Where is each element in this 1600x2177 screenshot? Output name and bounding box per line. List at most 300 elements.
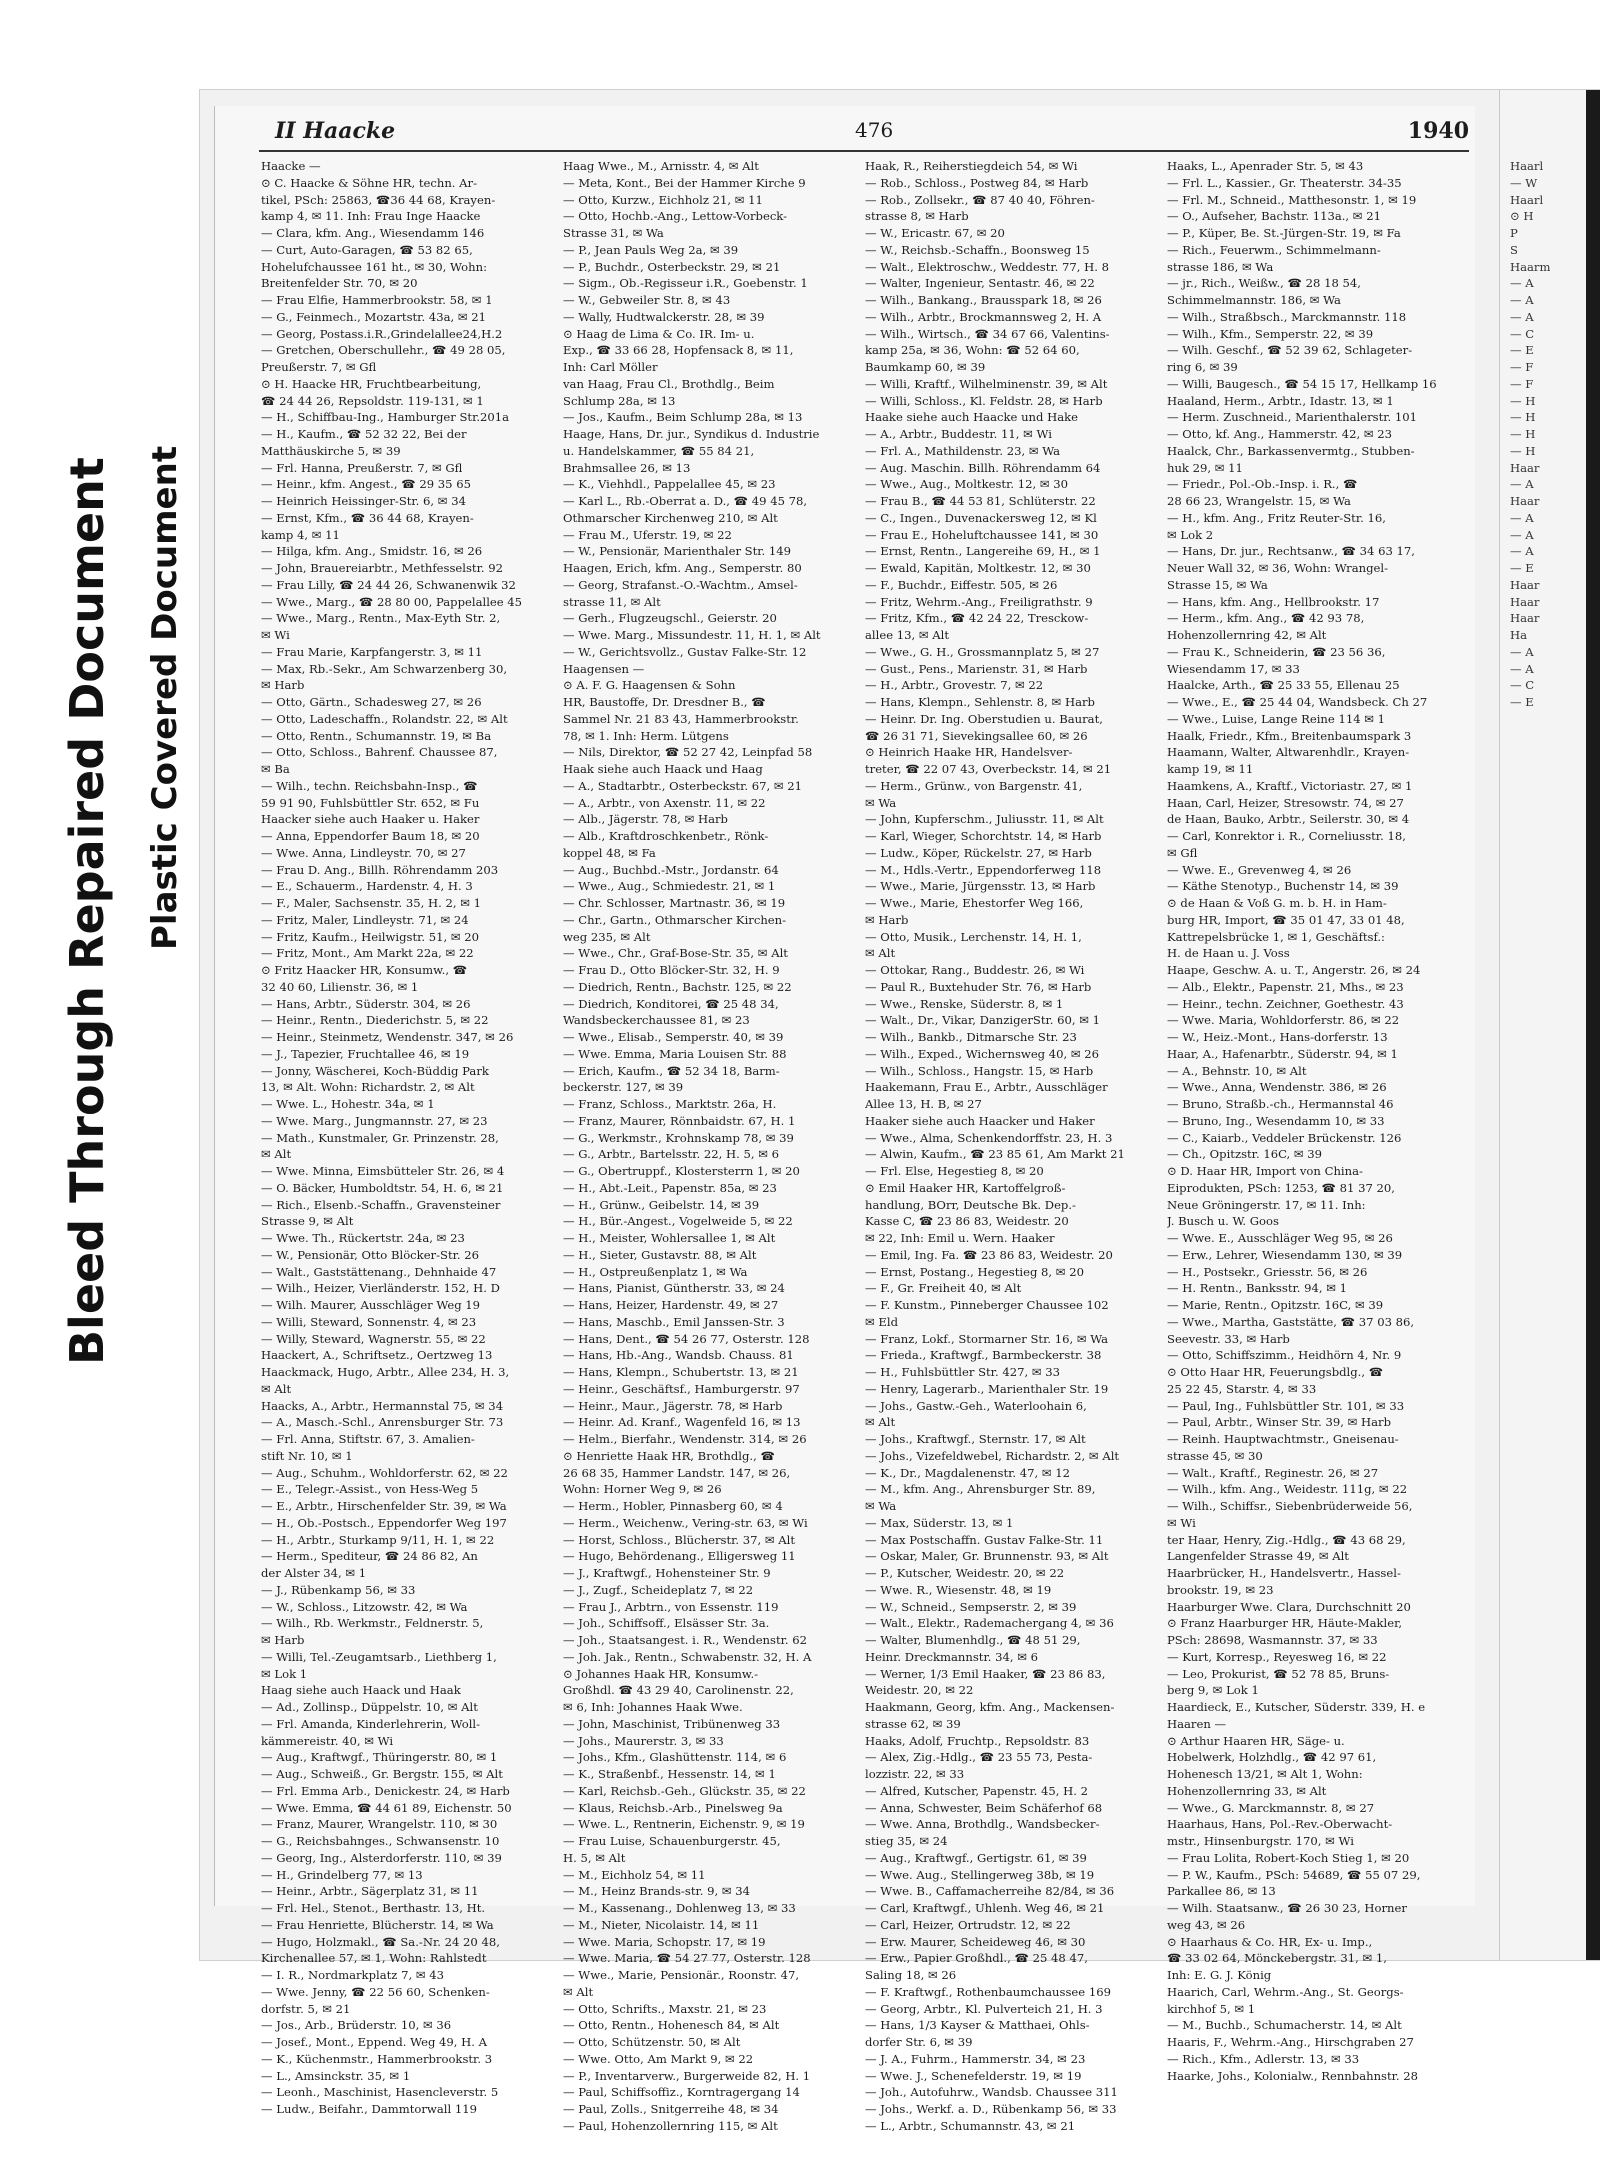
directory-entry-line: treter, ☎ 22 07 43, Overbeckstr. 14, ✉ 21 [865, 762, 1112, 776]
directory-entry-line: — Hans, Arbtr., Süderstr. 304, ✉ 26 [261, 996, 471, 1011]
directory-entry-line: — H., Sieter, Gustavstr. 88, ✉ Alt [563, 1247, 757, 1262]
directory-entry-line: lozzistr. 22, ✉ 33 [865, 1767, 965, 1781]
next-page-entry: Haar [1510, 594, 1540, 609]
next-page-entry: — A [1510, 510, 1534, 525]
directory-entry-line: — W., Reichsb.-Schaffn., Boonsweg 15 [865, 242, 1090, 257]
directory-entry-line: — F., Gr. Freiheit 40, ✉ Alt [865, 1281, 1022, 1296]
directory-entry-line: — Frl. Emma Arb., Denickestr. 24, ✉ Harb [261, 1783, 510, 1798]
directory-entry-line: — Herm. Zuschneid., Marienthalerstr. 101 [1167, 410, 1417, 425]
directory-entry-line: — Heinr. Dr. Ing. Oberstudien u. Baurat, [865, 711, 1103, 726]
directory-entry-line: — Erw., Papier Großhdl., ☎ 25 48 47, [865, 1951, 1088, 1966]
directory-entry-line: — Aug., Kraftwgf., Thüringerstr. 80, ✉ 1 [261, 1750, 498, 1765]
directory-entry-line: — Wwe., Alma, Schenkendorffstr. 23, H. 3 [865, 1130, 1113, 1145]
next-page-entry: Haarm [1510, 259, 1551, 274]
directory-entry-line: — H., Ob.-Postsch., Eppendorfer Weg 197 [261, 1515, 507, 1530]
directory-entry-line: — Joh., Autofuhrw., Wandsb. Chaussee 311 [865, 2085, 1118, 2100]
directory-entry-line: tikel, PSch: 25863, ☎36 44 68, Krayen- [261, 192, 496, 207]
directory-entry-line: — G., Reichsbahnges., Schwansenstr. 10 [261, 1834, 500, 1848]
directory-entry-line: — jr., Rich., Weißw., ☎ 28 18 54, [1167, 276, 1361, 291]
directory-entry-line: 28 66 23, Wrangelstr. 15, ✉ Wa [1167, 494, 1351, 508]
directory-entry-line: Strasse 15, ✉ Wa [1167, 577, 1268, 592]
directory-entry-line: — W., Heiz.-Mont., Hans-dorferstr. 13 [1167, 1030, 1388, 1044]
directory-entry-line: ✉ Harb [261, 1633, 305, 1647]
directory-entry-line: — W., Schloss., Litzowstr. 42, ✉ Wa [261, 1599, 468, 1614]
directory-entry-line: — Frau Luise, Schauenburgerstr. 45, [563, 1834, 781, 1848]
directory-entry-line: ⊙ de Haan & Voß G. m. b. H. in Ham- [1167, 896, 1387, 910]
directory-entry-line: — A., Masch.-Schl., Anrensburger Str. 73 [261, 1415, 504, 1430]
directory-entry-line: — Otto, Schiffszimm., Heidhörn 4, Nr. 9 [1167, 1348, 1402, 1363]
directory-entry-line: ✉ Lok 2 [1167, 527, 1214, 542]
directory-entry-line: — Erw., Lehrer, Wiesendamm 130, ✉ 39 [1167, 1247, 1403, 1262]
next-page-entry: Haar [1510, 460, 1540, 475]
directory-entry-line: — Wwe. E., Ausschläger Weg 95, ✉ 26 [1167, 1231, 1393, 1245]
directory-entry-line: — Heinr., Arbtr., Sägerplatz 31, ✉ 11 [261, 1884, 479, 1899]
next-page-entry: — C [1510, 326, 1535, 341]
directory-entry-line: beckerstr. 127, ✉ 39 [563, 1080, 684, 1095]
directory-entry-line: — J. A., Fuhrm., Hammerstr. 34, ✉ 23 [865, 2051, 1086, 2066]
directory-entry-line: ⊙ Johannes Haak HR, Konsumw.- [563, 1666, 759, 1681]
directory-entry-line: kamp 19, ✉ 11 [1167, 762, 1254, 776]
directory-entry-line: — Chr. Schlosser, Martnastr. 36, ✉ 19 [563, 896, 786, 910]
directory-entry-line: — W., Ericastr. 67, ✉ 20 [865, 226, 1005, 240]
next-page-entry: — H [1510, 410, 1536, 425]
directory-entry-line: — Heinr., kfm. Angest., ☎ 29 35 65 [261, 477, 471, 492]
directory-entry-line: ✉ Wa [865, 795, 897, 810]
directory-entry-line: de Haan, Bauko, Arbtr., Seilerstr. 30, ✉ 4 [1167, 812, 1410, 827]
scanned-page [200, 90, 1600, 2133]
directory-entry-line: — Wilh., Bankb., Ditmarsche Str. 23 [865, 1030, 1077, 1044]
directory-entry-line: — Wilh. Staatsanw., ☎ 26 30 23, Horner [1167, 1901, 1407, 1915]
directory-entry-line: — Frau Marie, Karpfangerstr. 3, ✉ 11 [261, 644, 483, 659]
directory-entry-line: 26 68 35, Hammer Landstr. 147, ✉ 26, [563, 1465, 791, 1480]
directory-entry-line: — W., Schneid., Sempserstr. 2, ✉ 39 [865, 1599, 1077, 1614]
directory-entry-line: — Wwe., Aug., Moltkestr. 12, ✉ 30 [865, 477, 1068, 492]
directory-entry-line: — A., Stadtarbtr., Osterbeckstr. 67, ✉ 21 [563, 778, 803, 793]
directory-entry-line: — Meta, Kont., Bei der Hammer Kirche 9 [563, 175, 806, 190]
directory-entry-line: — Math., Kunstmaler, Gr. Prinzenstr. 28, [261, 1130, 499, 1145]
directory-entry-line: — Wwe. L., Rentnerin, Eichenstr. 9, ✉ 19 [563, 1817, 805, 1832]
directory-entry-line: kämmereistr. 40, ✉ Wi [261, 1733, 394, 1748]
directory-entry-line: — K., Küchenmstr., Hammerbrookstr. 3 [261, 2051, 493, 2066]
next-page-entry: Haar [1510, 494, 1540, 508]
directory-entry-line: — Hans, 1/3 Kayser & Matthaei, Ohls- [865, 2018, 1090, 2033]
directory-entry-line: — Alb., Elektr., Papenstr. 21, Mhs., ✉ 23 [1167, 979, 1404, 994]
directory-entry-line: — Frl. Else, Hegestieg 8, ✉ 20 [865, 1164, 1044, 1178]
directory-entry-line: J. Busch u. W. Goos [1167, 1214, 1279, 1229]
directory-entry-line: Haan, Carl, Heizer, Stresowstr. 74, ✉ 27 [1167, 795, 1404, 810]
directory-entry-line: Haarich, Carl, Wehrm.-Ang., St. Georgs- [1167, 1984, 1404, 1999]
directory-entry-line: — W., Gerichtsvollz., Gustav Falke-Str. 12 [563, 644, 807, 659]
directory-entry-line: — Jos., Arb., Brüderstr. 10, ✉ 36 [261, 2018, 452, 2033]
directory-entry-line: Heinr. Dreckmannstr. 34, ✉ 6 [865, 1649, 1038, 1664]
directory-entry-line: — Hugo, Behördenang., Elligersweg 11 [563, 1549, 796, 1564]
directory-entry-line: — H., Kaufm., ☎ 52 32 22, Bei der [261, 427, 467, 441]
directory-entry-line: — Wwe. Marg., Jungmannstr. 27, ✉ 23 [261, 1113, 488, 1128]
next-page-entry: — A [1510, 309, 1534, 324]
directory-entry-line: — Franz, Lokf., Stormarner Str. 16, ✉ Wa [865, 1331, 1109, 1346]
directory-entry-line: — Walter, Ingenieur, Sentastr. 46, ✉ 22 [865, 276, 1095, 291]
next-page-entry: — F [1510, 376, 1534, 391]
directory-entry-line: — H., Ostpreußenplatz 1, ✉ Wa [563, 1264, 748, 1279]
directory-entry-line: Haagen, Erich, kfm. Ang., Semperstr. 80 [563, 561, 802, 575]
next-page-entry: — E [1510, 695, 1534, 709]
directory-entry-line: — Hans, Klempn., Sehlenstr. 8, ✉ Harb [865, 695, 1095, 709]
directory-entry-line: — Wwe., Martha, Gaststätte, ☎ 37 03 86, [1167, 1314, 1415, 1329]
directory-entry-line: — Paul, Hohenzollernring 115, ✉ Alt [563, 2118, 778, 2133]
directory-entry-line: Schlump 28a, ✉ 13 [563, 393, 676, 408]
directory-entry-line: Haakmann, Georg, kfm. Ang., Mackensen- [865, 1700, 1115, 1714]
directory-entry-line: — Frl. Anna, Stiftstr. 67, 3. Amalien- [261, 1432, 475, 1446]
directory-entry-line: — Herm., Grünw., von Bargenstr. 41, [865, 778, 1083, 793]
directory-entry-line: — Helm., Bierfahr., Wendenstr. 314, ✉ 26 [563, 1432, 807, 1446]
directory-entry-line: — Hilga, kfm. Ang., Smidstr. 16, ✉ 26 [261, 544, 483, 559]
directory-entry-line: — Carl, Konrektor i. R., Corneliusstr. 18, [1167, 829, 1406, 843]
directory-entry-line: — Willi, Kraftf., Wilhelminenstr. 39, ✉ Alt [865, 376, 1108, 391]
next-page-entry: — A [1510, 477, 1534, 492]
directory-entry-line: Inh: Carl Möller [563, 360, 658, 374]
directory-entry-line: — Wwe., Marie, Pensionär., Roonstr. 47, [563, 1968, 800, 1982]
directory-entry-line: — Horst, Schloss., Blücherstr. 37, ✉ Alt [563, 1532, 796, 1547]
directory-entry-line: Schimmelmannstr. 186, ✉ Wa [1167, 293, 1341, 307]
directory-entry-line: — G., Obertruppf., Klostersterrn 1, ✉ 20 [563, 1164, 800, 1178]
directory-entry-line: Saling 18, ✉ 26 [865, 1968, 957, 1982]
directory-entry-line: — Frau E., Hoheluftchaussee 141, ✉ 30 [865, 527, 1099, 542]
directory-entry-line: — Wilh., Wirtsch., ☎ 34 67 66, Valentins- [865, 326, 1110, 341]
directory-entry-line: — Frl. L., Kassier., Gr. Theaterstr. 34-35 [1167, 175, 1402, 190]
next-page-entry: S [1510, 242, 1518, 257]
directory-entry-line: — Aug. Maschin. Billh. Röhrendamm 64 [865, 460, 1101, 475]
directory-entry-line: ⊙ Haarhaus & Co. HR, Ex- u. Imp., [1167, 1934, 1373, 1949]
directory-entry-line: berg 9, ✉ Lok 1 [1167, 1683, 1259, 1698]
directory-entry-line: Hohenesch 13/21, ✉ Alt 1, Wohn: [1167, 1767, 1363, 1781]
next-page-entry: Haarl [1510, 192, 1544, 207]
directory-entry-line: — Frau K., Schneiderin, ☎ 23 56 36, [1167, 644, 1386, 659]
directory-entry-line: — Otto, Schloss., Bahrenf. Chaussee 87, [261, 745, 498, 760]
directory-entry-line: — Otto, Hochb.-Ang., Lettow-Vorbeck- [563, 209, 788, 224]
directory-entry-line: — Otto, Kurzw., Eichholz 21, ✉ 11 [563, 192, 763, 207]
directory-entry-line: — Curt, Auto-Garagen, ☎ 53 82 65, [261, 242, 473, 257]
directory-entry-line: — Frau B., ☎ 44 53 81, Schlüterstr. 22 [865, 494, 1096, 508]
directory-entry-line: 78, ✉ 1. Inh: Herm. Lütgens [563, 728, 729, 743]
next-page-entry: Ha [1510, 628, 1528, 642]
next-page-entry: ⊙ H [1510, 209, 1534, 224]
directory-entry-line: — O., Aufseher, Bachstr. 113a., ✉ 21 [1167, 209, 1381, 224]
directory-entry-line: Haackmack, Hugo, Arbtr., Allee 234, H. 3, [261, 1365, 510, 1379]
plastic-covered-label: Plastic Covered Document [145, 445, 185, 950]
directory-entry-line: — Frieda., Kraftwgf., Barmbeckerstr. 38 [865, 1348, 1102, 1363]
directory-entry-line: — G., Arbtr., Bartelsstr. 22, H. 5, ✉ 6 [563, 1147, 780, 1162]
directory-entry-line: ⊙ D. Haar HR, Import von China- [1167, 1164, 1363, 1178]
directory-entry-line: kamp 4, ✉ 11. Inh: Frau Inge Haacke [261, 209, 481, 224]
directory-entry-line: — Wwe. Emma, ☎ 44 61 89, Eichenstr. 50 [261, 1800, 512, 1815]
directory-entry-line: Haaland, Herm., Arbtr., Idastr. 13, ✉ 1 [1167, 393, 1394, 408]
directory-entry-line: — H., Meister, Wohlersallee 1, ✉ Alt [563, 1231, 776, 1245]
directory-entry-line: — Wwe. J., Schenefelderstr. 19, ✉ 19 [865, 2068, 1082, 2083]
directory-entry-line: ⊙ Franz Haarburger HR, Häute-Makler, [1167, 1616, 1403, 1631]
directory-entry-line: PSch: 28698, Wasmannstr. 37, ✉ 33 [1167, 1633, 1378, 1647]
directory-entry-line: allee 13, ✉ Alt [865, 628, 949, 642]
directory-entry-line: — Willi, Tel.-Zeugamtsarb., Liethberg 1, [261, 1649, 497, 1664]
directory-entry-line: Haarbrücker, H., Handelsvertr., Hassel- [1167, 1566, 1401, 1580]
directory-entry-line: ☎ 33 02 64, Mönckebergstr. 31, ✉ 1, [1167, 1951, 1387, 1966]
directory-entry-line: — Frl. Hanna, Preußerstr. 7, ✉ Gfl [261, 460, 463, 475]
directory-entry-line: — Hugo, Holzmakl., ☎ Sa.-Nr. 24 20 48, [261, 1934, 500, 1949]
directory-entry-line: — Walter, Blumenhdlg., ☎ 48 51 29, [865, 1633, 1081, 1647]
directory-entry-line: — Walt., Elektr., Rademachergang 4, ✉ 36 [865, 1616, 1114, 1631]
directory-entry-line: — Otto, Rentn., Hohenesch 84, ✉ Alt [563, 2018, 780, 2033]
directory-entry-line: — Wilh., Kfm., Semperstr. 22, ✉ 39 [1167, 326, 1374, 341]
directory-entry-line: — Wwe. Otto, Am Markt 9, ✉ 22 [563, 2051, 754, 2066]
directory-entry-line: — Otto, Rentn., Schumannstr. 19, ✉ Ba [261, 728, 492, 743]
directory-entry-line: Preußerstr. 7, ✉ Gfl [261, 360, 377, 374]
directory-entry-line: kamp 4, ✉ 11 [261, 527, 340, 542]
directory-entry-line: — Rob., Zollsekr., ☎ 87 40 40, Föhren- [865, 192, 1095, 207]
directory-entry-line: Haalcke, Arth., ☎ 25 33 55, Ellenau 25 [1167, 678, 1400, 693]
bleed-through-label: Bleed Through Repaired Document [60, 457, 114, 1365]
directory-entry-line: — Oskar, Maler, Gr. Brunnenstr. 93, ✉ Alt [865, 1549, 1109, 1564]
directory-entry-line: — Wilh., Rb. Werkmstr., Feldnerstr. 5, [261, 1616, 484, 1631]
directory-entry-line: burg HR, Import, ☎ 35 01 47, 33 01 48, [1167, 912, 1405, 927]
directory-entry-line: Haar, A., Hafenarbtr., Süderstr. 94, ✉ 1 [1167, 1046, 1398, 1061]
directory-entry-line: 59 91 90, Fuhlsbüttler Str. 652, ✉ Fu [261, 795, 480, 810]
directory-entry-line: — Wwe., Anna, Wendenstr. 386, ✉ 26 [1167, 1080, 1387, 1095]
directory-entry-line: strasse 11, ✉ Alt [563, 594, 661, 609]
directory-entry-line: — Ernst, Kfm., ☎ 36 44 68, Krayen- [261, 510, 474, 525]
year-label: 1940 [1407, 118, 1469, 144]
directory-entry-line: — I. R., Nordmarkplatz 7, ✉ 43 [261, 1968, 444, 1982]
directory-entry-line: — H., Grindelberg 77, ✉ 13 [261, 1867, 423, 1882]
directory-entry-line: — Wwe., Renske, Süderstr. 8, ✉ 1 [865, 996, 1064, 1011]
directory-entry-line: — Franz, Maurer, Wrangelstr. 110, ✉ 30 [261, 1817, 498, 1832]
directory-entry-line: — Karl, Reichsb.-Geh., Glückstr. 35, ✉ 22 [563, 1783, 806, 1798]
directory-entry-line: — Frau D. Ang., Billh. Röhrendamm 203 [261, 862, 499, 877]
directory-entry-line: — Wwe. Jenny, ☎ 22 56 60, Schenken- [261, 1984, 490, 1999]
binding-edge [1586, 90, 1600, 1960]
directory-entry-line: — Diedrich, Rentn., Bachstr. 125, ✉ 22 [563, 979, 792, 994]
directory-entry-line: — John, Kupferschm., Juliusstr. 11, ✉ Alt [865, 812, 1104, 827]
directory-entry-line: — Rich., Feuerwm., Schimmelmann- [1167, 242, 1381, 257]
directory-entry-line: weg 235, ✉ Alt [563, 929, 651, 944]
directory-entry-line: — Wilh., Schloss., Hangstr. 15, ✉ Harb [865, 1063, 1094, 1078]
directory-entry-line: — Alwin, Kaufm., ☎ 23 85 61, Am Markt 21 [865, 1147, 1125, 1162]
directory-entry-line: — H. Rentn., Banksstr. 94, ✉ 1 [1167, 1281, 1348, 1296]
next-page-entry: — H [1510, 393, 1536, 408]
directory-entry-line: Haarburger Wwe. Clara, Durchschnitt 20 [1167, 1599, 1411, 1614]
directory-entry-line: — Gretchen, Oberschullehr., ☎ 49 28 05, [261, 343, 506, 358]
directory-entry-line: der Alster 34, ✉ 1 [261, 1566, 367, 1580]
header-rule [259, 150, 1469, 152]
directory-entry-line: ✉ Wi [261, 628, 290, 642]
directory-entry-line: — Chr., Gartn., Othmarscher Kirchen- [563, 912, 787, 927]
column-3 [865, 158, 1151, 2135]
directory-entry-line: — Alb., Kraftdroschkenbetr., Rönk- [563, 829, 769, 843]
directory-entry-line: — Rich., Elsenb.-Schaffn., Gravensteiner [261, 1197, 501, 1212]
directory-entry-line: — Leo, Prokurist, ☎ 52 78 85, Bruns- [1167, 1666, 1390, 1681]
directory-entry-line: — Wilh., Arbtr., Brockmannsweg 2, H. A [865, 309, 1102, 324]
directory-entry-line: ⊙ Haag de Lima & Co. IR. Im- u. [563, 326, 755, 341]
directory-entry-line: — Klaus, Reichsb.-Arb., Pinelsweg 9a [563, 1800, 783, 1815]
directory-entry-line: — Sigm., Ob.-Regisseur i.R., Goebenstr. 1 [563, 276, 808, 291]
directory-entry-line: — A., Behnstr. 10, ✉ Alt [1167, 1063, 1307, 1078]
directory-entry-line: — Fritz, Mont., Am Markt 22a, ✉ 22 [261, 946, 474, 961]
directory-entry-line: Exp., ☎ 33 66 28, Hopfensack 8, ✉ 11, [563, 343, 794, 358]
directory-entry-line: Haag siehe auch Haack und Haak [261, 1683, 461, 1698]
directory-entry-line: — Max Postschaffn. Gustav Falke-Str. 11 [865, 1532, 1104, 1547]
directory-entry-line: — J., Tapezier, Fruchtallee 46, ✉ 19 [261, 1046, 470, 1061]
directory-entry-line: — Frl. Hel., Stenot., Berthastr. 13, Ht. [261, 1901, 486, 1915]
directory-entry-line: — Wilh., Schiffsr., Siebenbrüderweide 56, [1167, 1499, 1413, 1513]
directory-entry-line: — G., Feinmech., Mozartstr. 43a, ✉ 21 [261, 309, 487, 324]
directory-entry-line: — Aug., Kraftwgf., Gertigstr. 61, ✉ 39 [865, 1850, 1087, 1865]
directory-entry-line: — Jonny, Wäscherei, Koch-Büddig Park [261, 1063, 489, 1078]
next-page-entry: — W [1510, 175, 1538, 190]
directory-entry-line: — Fritz, Kaufm., Heilwigstr. 51, ✉ 20 [261, 929, 480, 944]
directory-entry-line: Hohelufchaussee 161 ht., ✉ 30, Wohn: [261, 259, 487, 274]
directory-entry-line: — Reinh. Hauptwachtmstr., Gneisenau- [1167, 1432, 1399, 1446]
directory-entry-line: ✉ Ba [261, 762, 290, 776]
directory-entry-line: — Carl, Kraftwgf., Uhlenh. Weg 46, ✉ 21 [865, 1901, 1105, 1915]
directory-entry-line: — M., Eichholz 54, ✉ 11 [563, 1867, 706, 1882]
next-page-entry: — C [1510, 678, 1535, 693]
column-2 [563, 158, 849, 2135]
directory-entry-line: H. 5, ✉ Alt [563, 1850, 626, 1865]
directory-entry-line: — Johs., Vizefeldwebel, Richardstr. 2, ✉ Alt [865, 1448, 1120, 1463]
directory-entry-line: — Willy, Steward, Wagnerstr. 55, ✉ 22 [261, 1331, 486, 1346]
directory-entry-line: — Georg, Arbtr., Kl. Pulverteich 21, H. 3 [865, 2001, 1103, 2016]
directory-entry-line: — Aug., Schuhm., Wohldorferstr. 62, ✉ 22 [261, 1465, 508, 1480]
directory-entry-line: — Heinr., Maur., Jägerstr. 78, ✉ Harb [563, 1398, 783, 1413]
directory-entry-line: — Willi, Schloss., Kl. Feldstr. 28, ✉ Harb [865, 393, 1103, 408]
directory-entry-line: — Max, Rb.-Sekr., Am Schwarzenberg 30, [261, 661, 508, 676]
directory-entry-line: — A., Arbtr., Buddestr. 11, ✉ Wi [865, 427, 1052, 441]
directory-entry-line: — Willi, Steward, Sonnenstr. 4, ✉ 23 [261, 1314, 477, 1329]
directory-entry-line: Haalck, Chr., Barkassenvermtg., Stubben- [1167, 443, 1415, 458]
directory-entry-line: — Frau J., Arbtrn., von Essenstr. 119 [563, 1599, 779, 1614]
directory-entry-line: — Hans, Hb.-Ang., Wandsb. Chauss. 81 [563, 1348, 794, 1363]
directory-entry-line: 13, ✉ Alt. Wohn: Richardstr. 2, ✉ Alt [261, 1080, 475, 1095]
directory-entry-line: — J., Kraftwgf., Hohensteiner Str. 9 [563, 1566, 771, 1580]
directory-entry-line: — M., Nieter, Nicolaistr. 14, ✉ 11 [563, 1917, 760, 1932]
directory-entry-line: — H., Abt.-Leit., Papenstr. 85a, ✉ 23 [563, 1180, 777, 1195]
directory-entry-line: — Fritz, Kfm., ☎ 42 24 22, Tresckow- [865, 611, 1089, 626]
next-page-entry: Haar [1510, 577, 1540, 592]
directory-entry-line: — Wwe. Th., Rückertstr. 24a, ✉ 23 [261, 1231, 465, 1245]
directory-entry-line: ✉ Harb [865, 912, 909, 927]
directory-entry-line: — Otto, Schrifts., Maxstr. 21, ✉ 23 [563, 2001, 767, 2016]
directory-entry-line: — Wwe. Aug., Stellingerweg 38b, ✉ 19 [865, 1867, 1095, 1882]
directory-entry-line: — M., Hdls.-Vertr., Eppendorferweg 118 [865, 862, 1102, 877]
directory-entry-line: Haamann, Walter, Altwarenhdlr., Krayen- [1167, 745, 1410, 760]
directory-entry-line: — Frl. Amanda, Kinderlehrerin, Woll- [261, 1716, 481, 1731]
directory-entry-line: — J., Rübenkamp 56, ✉ 33 [261, 1582, 416, 1597]
directory-entry-line: — Alb., Jägerstr. 78, ✉ Harb [563, 812, 728, 827]
directory-entry-line: — H., Postsekr., Griesstr. 56, ✉ 26 [1167, 1264, 1368, 1279]
directory-entry-line: Allee 13, H. B, ✉ 27 [865, 1097, 982, 1111]
directory-entry-line: brookstr. 19, ✉ 23 [1167, 1582, 1274, 1597]
directory-entry-line: — H., Schiffbau-Ing., Hamburger Str.201a [261, 410, 510, 425]
directory-entry-line: — Ludw., Beifahr., Dammtorwall 119 [261, 2102, 477, 2116]
column-1 [261, 158, 547, 2118]
directory-entry-line: — M., Kassenang., Dohlenweg 13, ✉ 33 [563, 1901, 796, 1915]
directory-entry-line: — Ludw., Köper, Rückelstr. 27, ✉ Harb [865, 845, 1092, 860]
directory-entry-line: ✉ Alt [865, 946, 896, 961]
directory-entry-line: — Wilh., Bankang., Brausspark 18, ✉ 26 [865, 293, 1102, 307]
directory-entry-line: — John, Maschinist, Tribünenweg 33 [563, 1716, 781, 1731]
directory-entry-line: — C., Ingen., Duvenackersweg 12, ✉ Kl [865, 510, 1097, 525]
directory-entry-line: — Herm., Hobler, Pinnasberg 60, ✉ 4 [563, 1499, 783, 1513]
directory-entry-line: — Wwe. B., Caffamacherreihe 82/84, ✉ 36 [865, 1884, 1115, 1899]
directory-entry-line: ☎ 26 31 71, Sievekingsallee 60, ✉ 26 [865, 728, 1088, 743]
directory-entry-line: — Frau Henriette, Blücherstr. 14, ✉ Wa [261, 1917, 494, 1932]
directory-entry-line: strasse 45, ✉ 30 [1167, 1448, 1263, 1463]
column-4 [1167, 158, 1453, 2084]
directory-entry-line: — Anna, Schwester, Beim Schäferhof 68 [865, 1800, 1103, 1815]
directory-entry-line: — Franz, Maurer, Rönnbaidstr. 67, H. 1 [563, 1113, 796, 1128]
directory-entry-line: — Walt., Dr., Vikar, DanzigerStr. 60, ✉ 1 [865, 1013, 1101, 1028]
directory-entry-line: — Gerh., Flugzeugschl., Geierstr. 20 [563, 611, 777, 626]
directory-entry-line: Haaker siehe auch Haacker und Haker [865, 1113, 1095, 1128]
directory-entry-line: strasse 186, ✉ Wa [1167, 259, 1274, 274]
directory-entry-line: — Leonh., Maschinist, Hasencleverstr. 5 [261, 2085, 499, 2100]
directory-entry-line: — Alfred, Kutscher, Papenstr. 45, H. 2 [865, 1783, 1088, 1798]
directory-entry-line: — W., Pensionär, Marienthaler Str. 149 [563, 544, 792, 559]
directory-entry-line: — Georg, Ing., Alsterdorferstr. 110, ✉ 39 [261, 1850, 502, 1865]
directory-entry-line: — Wwe., Luise, Lange Reine 114 ✉ 1 [1167, 711, 1386, 726]
directory-entry-line: — Nils, Direktor, ☎ 52 27 42, Leinpfad 58 [563, 745, 813, 760]
directory-entry-line: — Paul, Schiffsoffiz., Korntragergang 14 [563, 2085, 800, 2100]
next-page-entry: — A [1510, 661, 1534, 676]
directory-entry-line: ✉ Harb [261, 678, 305, 693]
directory-entry-line: — Johs., Maurerstr. 3, ✉ 33 [563, 1733, 724, 1748]
directory-entry-line: 25 22 45, Starstr. 4, ✉ 33 [1167, 1381, 1317, 1396]
directory-entry-line: strasse 62, ✉ 39 [865, 1716, 961, 1731]
directory-entry-line: ✉ Alt [261, 1381, 292, 1396]
directory-entry-line: — Friedr., Pol.-Ob.-Insp. i. R., ☎ [1167, 477, 1358, 492]
directory-entry-line: — P., Küper, Be. St.-Jürgen-Str. 19, ✉ Fa [1167, 226, 1401, 240]
directory-entry-line: — Frau Elfie, Hammerbrookstr. 58, ✉ 1 [261, 293, 493, 307]
directory-entry-line: — Ch., Opitzstr. 16C, ✉ 39 [1167, 1147, 1323, 1162]
directory-entry-line: Haake siehe auch Haacke und Hake [865, 410, 1079, 425]
directory-entry-line: — Walt., Elektroschw., Weddestr. 77, H. 8 [865, 259, 1110, 274]
directory-entry-line: Kirchenallee 57, ✉ 1, Wohn: Rahlstedt [261, 1951, 487, 1966]
next-page-entry: Haarl [1510, 159, 1544, 173]
directory-entry-line: — P., Jean Pauls Weg 2a, ✉ 39 [563, 242, 739, 257]
directory-entry-line: Inh: E. G. J. König [1167, 1968, 1272, 1982]
directory-entry-line: — Hans, kfm. Ang., Hellbrookstr. 17 [1167, 594, 1380, 609]
directory-entry-line: kamp 25a, ✉ 36, Wohn: ☎ 52 64 60, [865, 343, 1080, 358]
directory-entry-line: — Wally, Hudtwalckerstr. 28, ✉ 39 [563, 309, 765, 324]
directory-entry-line: — Heinr., Steinmetz, Wendenstr. 347, ✉ 26 [261, 1030, 514, 1044]
directory-entry-line: Haarhaus, Hans, Pol.-Rev.-Oberwacht- [1167, 1817, 1393, 1832]
directory-entry-line: ⊙ Emil Haaker HR, Kartoffelgroß- [865, 1180, 1066, 1195]
next-page-entry: P [1510, 226, 1518, 240]
directory-entry-line: ✉ Alt [563, 1984, 594, 1999]
directory-entry-line: — Diedrich, Konditorei, ☎ 25 48 34, [563, 996, 779, 1011]
directory-entry-line: — Wwe., Chr., Graf-Bose-Str. 35, ✉ Alt [563, 946, 788, 961]
next-page-entries [1510, 158, 1550, 711]
directory-entry-line: — Johs., Werkf. a. D., Rübenkamp 56, ✉ 33 [865, 2102, 1117, 2116]
directory-entry-line: ✉ Lok 1 [261, 1666, 308, 1681]
directory-entry-line: — A., Arbtr., von Axenstr. 11, ✉ 22 [563, 795, 766, 810]
directory-entry-line: Brahmsallee 26, ✉ 13 [563, 460, 691, 475]
directory-entry-line: — H., Fuhlsbüttler Str. 427, ✉ 33 [865, 1365, 1060, 1379]
directory-entry-line: — Herm., Weichenw., Vering-str. 63, ✉ Wi [563, 1515, 808, 1530]
directory-entry-line: — Joh. Jak., Rentn., Schwabenstr. 32, H. A [563, 1649, 812, 1664]
directory-entry-line: — H., kfm. Ang., Fritz Reuter-Str. 16, [1167, 510, 1386, 525]
directory-entry-line: — Wilh., Straßbsch., Marckmannstr. 118 [1167, 309, 1407, 324]
directory-entry-line: — Wwe., Aug., Schmiedestr. 21, ✉ 1 [563, 879, 776, 894]
directory-entry-line: — Max, Süderstr. 13, ✉ 1 [865, 1515, 1014, 1530]
